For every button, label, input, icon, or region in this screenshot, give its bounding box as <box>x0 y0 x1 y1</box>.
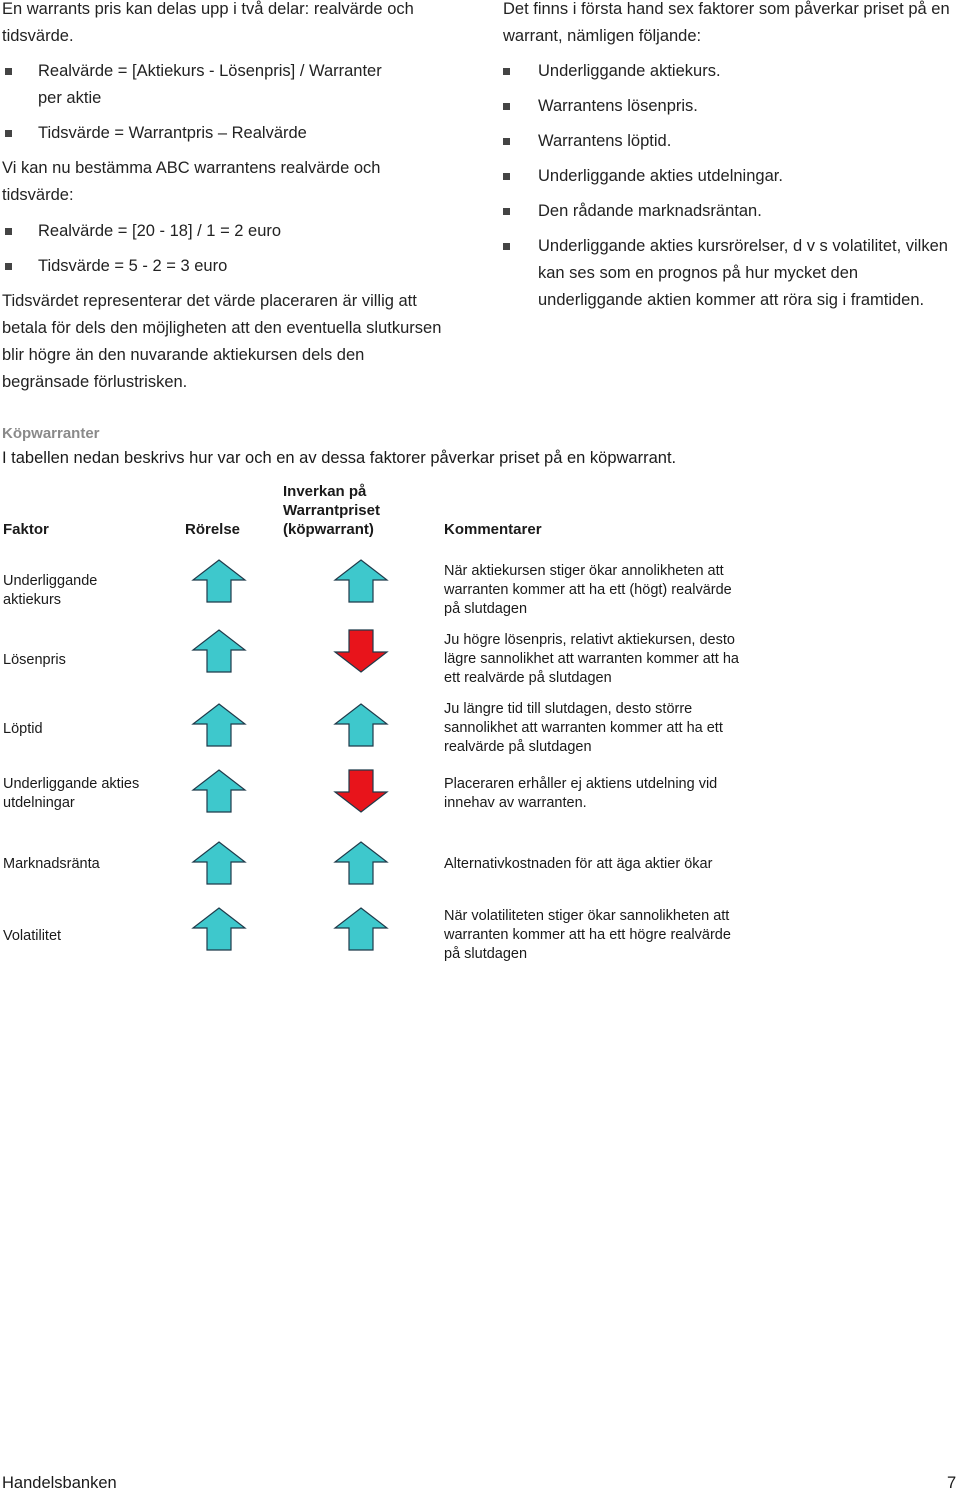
arrow-up-shape <box>193 560 245 602</box>
comment-text: När aktiekursen stiger ökar annolikheten att warranten kommer att ha ett (högt) realvärde på slutdagen <box>444 563 732 617</box>
footer-brand: Handelsbanken <box>2 1474 117 1492</box>
factor-label: Underliggande aktiekurs <box>3 573 98 608</box>
price-split-intro: En warrants pris kan delas upp i två delar: realvärde och tidsvärde. <box>2 0 414 45</box>
example-intrinsic-value: Realvärde = [20 - 18] / 1 = 2 euro <box>2 218 452 245</box>
right-column <box>503 0 958 314</box>
example-time-value: Tidsvärde = 5 - 2 = 3 euro <box>2 253 452 280</box>
comment-text: Alternativkostnaden för att äga aktier ökar <box>444 856 713 872</box>
factor-label: Lösenpris <box>3 652 66 668</box>
bullet-square-icon <box>5 68 12 75</box>
formula-intrinsic-value: Realvärde = [Aktiekurs - Lösenpris] / Warranter per aktie <box>2 58 408 112</box>
bullet-square-icon <box>5 263 12 270</box>
arrow-up-shape <box>193 630 245 672</box>
left-column <box>2 0 452 396</box>
comment-text: Ju högre lösenpris, relativt aktiekursen, desto lägre sannolikhet att warranten kommer att ha ett realvärde på slutdagen <box>444 632 739 686</box>
section-title: Köpwarranter <box>2 425 100 442</box>
bullet-square-icon <box>5 130 12 137</box>
bullet-square-icon <box>5 228 12 235</box>
arrow-up-shape <box>335 908 387 950</box>
factor-item: Den rådande marknadsräntan. <box>503 194 958 229</box>
arrow-down-icon <box>333 628 389 674</box>
section-intro: I tabellen nedan beskrivs hur var och en av dessa faktorer påverkar priset på en köpwarrant. <box>2 449 677 467</box>
factors-list <box>503 54 958 314</box>
factor-label: Löptid <box>3 721 43 737</box>
factor-item: Underliggande akties utdelningar. <box>503 159 958 194</box>
formula-time-value: Tidsvärde = Warrantpris – Realvärde <box>2 120 452 147</box>
arrow-up-shape <box>193 770 245 812</box>
arrow-up-icon <box>333 906 389 952</box>
comment-text: Placeraren erhåller ej aktiens utdelning vid innehav av warranten. <box>444 776 718 811</box>
arrow-up-icon <box>333 840 389 886</box>
header-factor: Faktor <box>3 521 49 538</box>
factor-label: Underliggande akties utdelningar <box>3 776 140 811</box>
arrow-up-shape <box>335 560 387 602</box>
arrow-down-shape <box>335 770 387 812</box>
arrow-up-shape <box>335 704 387 746</box>
factor-item: Underliggande aktiekurs. <box>503 54 958 89</box>
header-comment: Kommentarer <box>444 521 542 538</box>
arrow-up-icon <box>333 702 389 748</box>
time-value-explanation: Tidsvärdet representerar det värde placeraren är villig att betala för dels den möjligheten att den eventuella slutkursen blir högre än den nuvarande aktiekursen dels den begränsade förlustrisken. <box>2 292 442 391</box>
comment-text: När volatiliteten stiger ökar sannolikheten att warranten kommer att ha ett högre realvärde på slutdagen <box>444 908 731 962</box>
arrow-up-shape <box>193 704 245 746</box>
comment-text: Ju längre tid till slutdagen, desto större sannolikhet att warranten kommer att ha ett realvärde på slutdagen <box>444 701 723 755</box>
header-impact: Inverkan på Warrantpriset (köpwarrant) <box>283 483 380 538</box>
example-intro: Vi kan nu bestämma ABC warrantens realvärde och tidsvärde: <box>2 159 381 204</box>
arrow-up-icon <box>333 558 389 604</box>
arrow-up-icon <box>191 840 247 886</box>
arrow-down-icon <box>333 768 389 814</box>
factor-item: Warrantens lösenpris. <box>503 89 958 124</box>
factors-intro: Det finns i första hand sex faktorer som påverkar priset på en warrant, nämligen följande: <box>503 0 950 45</box>
bullet-square-icon <box>503 138 510 145</box>
arrow-up-shape <box>335 842 387 884</box>
arrow-up-shape <box>193 908 245 950</box>
bullet-square-icon <box>503 243 510 250</box>
factor-label: Volatilitet <box>3 928 62 944</box>
factor-label: Marknadsränta <box>3 856 100 872</box>
arrow-up-icon <box>191 558 247 604</box>
bullet-square-icon <box>503 68 510 75</box>
page-number: 7 <box>947 1474 957 1492</box>
arrow-up-icon <box>191 768 247 814</box>
factor-item: Underliggande akties kursrörelser, d v s volatilitet, vilken kan ses som en prognos på hur mycket den underliggande aktien kommer att röra sig i framtiden. <box>503 233 948 314</box>
header-movement: Rörelse <box>185 521 241 538</box>
factor-item: Warrantens löptid. <box>503 124 958 159</box>
arrow-up-icon <box>191 906 247 952</box>
arrow-up-icon <box>191 628 247 674</box>
arrow-up-shape <box>193 842 245 884</box>
bullet-square-icon <box>503 103 510 110</box>
bullet-square-icon <box>503 173 510 180</box>
bullet-square-icon <box>503 208 510 215</box>
arrow-up-icon <box>191 702 247 748</box>
arrow-down-shape <box>335 630 387 672</box>
